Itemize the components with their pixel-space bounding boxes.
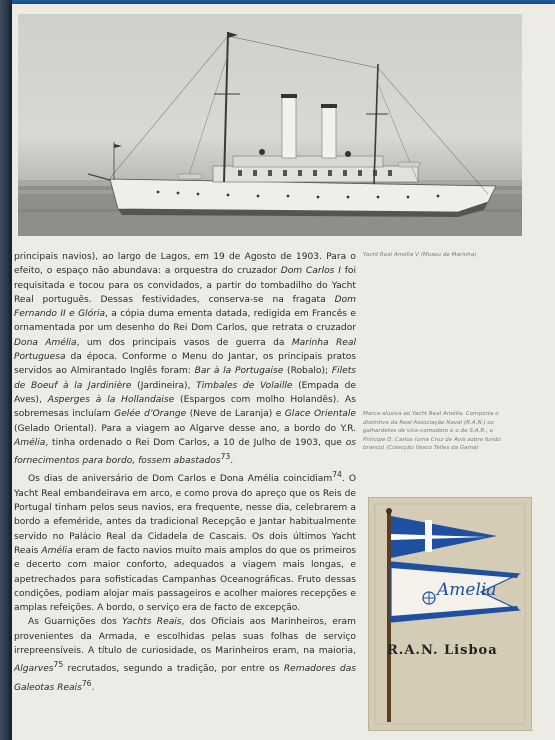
paragraph: Os dias de aniversário de Dom Carlos e Dona Amélia coincidiam$^{74}$. O Yacht Real embandeirava em arco, e como prova do apreço que os Reis de Portugal tinham pelos seus navios, era frequente, nesse dia, celebrarem a bordo a efeméride, antes da tradicional Recepção e Jantar habitualmente servido no Palácio Real da Cidadela de Cascais. Os dois últimos Yacht Reais Amélia eram de facto navios muito mais amplos do que os primeiros e decerto com maior conforto, adequados a viagem mais longas, e apetrechados para sofisticadas Campanhas Oceanográficas. Fruto dessas condições, podiam alojar mais passageiros e acolher maiores recepções e amplas refeições. A bordo, o serviço era de facto de excepção. (14, 470, 356, 614)
flag-ship-name: Amelia (437, 580, 497, 600)
flag-caption: Marca alusiva ao Yacht Real Amélia. Comporta o distintivo da Real Associação Naval (R.A.N.) os galhardetes de vice-comodoro e o de S.A.R., o Príncipe D. Carlos (uma Cruz de Avis sobre fundo branco) (Colecção Vasco Telles da Gama) (363, 411, 501, 452)
flag-illustration (368, 497, 532, 731)
photo-caption: Yacht Real Amélia V (Museu de Marinha) (363, 252, 477, 258)
flag-club-text: R.A.N. Lisboa (387, 643, 498, 658)
ship-photograph (18, 14, 522, 236)
book-spine-edge (0, 0, 12, 740)
paragraph: principais navios), ao largo de Lagos, em 19 de Agosto de 1903. Para o efeito, o espaço não abundava: a orquestra do cruzador Dom Carlos I foi requisitada e tocou para os convidados, a partir do tombadilho do Yacht Real português. Dessas festividades, conserva-se na fragata Dom Fernando II e Glória, a cópia duma ementa datada, redigida em Francês e ornamentada por um desenho do Rei Dom Carlos, que retrata o cruzador Dona Amélia, um dos principais vasos de guerra da Marinha Real Portuguesa da época. Conforme o Menu do Jantar, os principais pratos servidos ao Almirantado Inglês foram: Bar à la Portugaise (Robalo); Filets de Boeuf à la Jardinière (Jardineira), Timbales de Volaille (Empada de Aves), Asperges à la Hollandaise (Espargos com molho Holandês). As sobremesas incluíam Gelée d’Orange (Neve de Laranja) e Glace Orientale (Gelado Oriental). Para a viagem ao Algarve desse ano, a bordo do Y.R. Amélia, tinha ordenado o Rei Dom Carlos, a 10 de Julho de 1903, que os fornecimentos para bordo, fossem abastados$^{73}$. (14, 252, 357, 467)
paragraph: As Guarnições dos Yachts Reais, dos Oficiais aos Marinheiros, eram provenientes da Armada, e escolhidas pelas suas folhas de serviço irrepreensíveis. A título de curiosidade, os Marinheiros eram, na maioria, Algarves$^{75}$ recrutados, segundo a tradição, por entre os Remadores das Galeotas Reais$^{76}$. (14, 617, 356, 693)
yacht-image (18, 14, 522, 236)
burgee-flag-icon (369, 498, 531, 730)
article-body (14, 250, 356, 695)
